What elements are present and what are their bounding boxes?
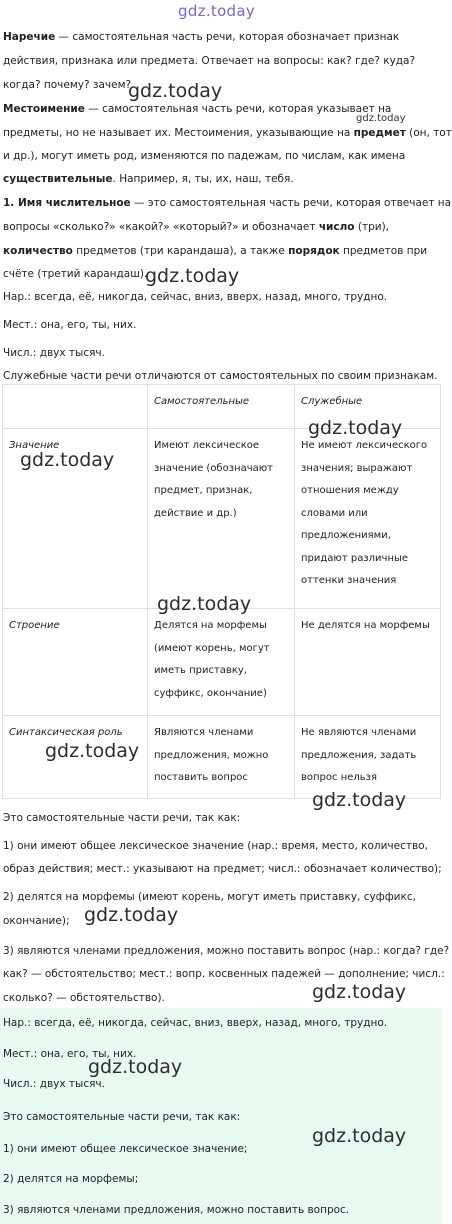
numeral-examples: Числ.: двух тысяч.	[3, 347, 105, 359]
answer-point-3: 3) являются членами предложения, можно поставить вопрос.	[3, 1204, 350, 1216]
conclusion-point-3-line-1: 3) являются членами предложения, можно поставить вопрос (нар.: когда? где?	[3, 945, 450, 957]
numeral-definition-line-4: счёте (третий карандаш).	[3, 268, 148, 280]
row-name-structure: Строение	[3, 609, 148, 716]
conclusion-point-2-line-1: 2) делятся на морфемы (имеют корень, могут иметь приставку, суффикс,	[3, 891, 416, 903]
comparison-intro: Служебные части речи отличаются от самостоятельных по своим признакам.	[3, 370, 438, 382]
pronoun-definition-line-1: Местоимение — самостоятельная часть речи, которая указывает на	[3, 103, 392, 115]
watermark: gdz.today	[88, 1056, 183, 1078]
adverb-term: Наречие	[3, 31, 56, 43]
conclusion-point-3-line-3: сколько? — обстоятельство).	[3, 992, 165, 1004]
conclusion-point-1-line-1: 1) они имеют общее лексическое значение (нар.: время, место, количество,	[3, 840, 428, 852]
cell-meaning-functional: Не имеют лексического значения; выражают отношения между словами или предложениями, придают различные оттенки значения	[295, 429, 441, 609]
table-header-independent: Самостоятельные	[148, 385, 295, 429]
watermark: gdz.today	[308, 417, 403, 439]
watermark: gdz.today	[157, 593, 252, 615]
site-logo: gdz.today	[178, 2, 256, 20]
cell-meaning-independent: Имеют лексическое значение (обозначают предмет, признак, действие и др.)	[148, 429, 295, 609]
numeral-definition-line-2: вопросы «сколько?» «какой?» «который?» и обозначает число (три),	[3, 221, 390, 233]
numeral-definition-line-3: количество предметов (три карандаша), а также порядок предметов при	[3, 245, 428, 257]
row-name-syntax: Синтаксическая роль	[3, 716, 148, 799]
adverb-examples: Нар.: всегда, её, никогда, сейчас, вниз, вверх, назад, много, трудно.	[3, 291, 388, 303]
watermark: gdz.today	[20, 449, 115, 471]
table-header-functional: Служебные	[295, 385, 441, 429]
conclusion-intro: Это самостоятельные части речи, так как:	[3, 812, 241, 824]
watermark: gdz.today	[312, 1125, 407, 1147]
answer-point-2: 2) делятся на морфемы;	[3, 1173, 139, 1185]
pronoun-definition-line-2: предметы, но не называет их. Местоимения, указывающие на предмет (он, тот	[3, 127, 452, 139]
numeral-definition-line-1: 1. Имя числительное — это самостоятельная часть речи, которая отвечает на	[3, 197, 452, 209]
conclusion-point-3-line-2: как? — обстоятельство; мест.: вопр. косвенных падежей — дополнение; числ.:	[3, 968, 445, 980]
adverb-definition-line-3: когда? почему? зачем?	[3, 79, 132, 91]
numeral-term: 1. Имя числительное	[3, 197, 131, 209]
answer-numeral-examples: Числ.: двух тысяч.	[3, 1078, 105, 1090]
pronoun-definition-line-3: и др.), могут иметь род, изменяются по падежам, по числам, как имена	[3, 150, 406, 162]
pronoun-term: Местоимение	[3, 103, 85, 115]
watermark: gdz.today	[312, 981, 407, 1003]
answer-intro: Это самостоятельные части речи, так как:	[3, 1111, 241, 1123]
table-header-empty	[3, 385, 148, 429]
pronoun-definition-line-4: существительные. Например, я, ты, их, наш, тебя.	[3, 173, 294, 185]
watermark: gdz.today	[312, 789, 407, 811]
cell-structure-independent: Делятся на морфемы (имеют корень, могут иметь приставку, суффикс, окончание)	[148, 609, 295, 716]
comparison-table	[2, 384, 441, 799]
conclusion-point-1-line-2: образ действия; мест.: указывают на предмет; числ.: обозначает количество);	[3, 863, 442, 875]
adverb-definition-line-2: действия, признака или предмета. Отвечает на вопросы: как? где? куда?	[3, 55, 416, 67]
watermark: gdz.today	[84, 904, 179, 926]
answer-point-1: 1) они имеют общее лексическое значение;	[3, 1143, 248, 1155]
cell-structure-functional: Не делятся на морфемы	[295, 609, 441, 716]
watermark: gdz.today	[145, 265, 240, 287]
cell-syntax-independent: Являются членами предложения, можно поставить вопрос	[148, 716, 295, 799]
pronoun-examples: Мест.: она, его, ты, них.	[3, 319, 137, 331]
watermark: gdz.today	[45, 740, 140, 762]
conclusion-point-2-line-2: окончание);	[3, 915, 70, 927]
row-name-meaning: Значение	[3, 429, 148, 609]
watermark-small: gdz.today	[356, 113, 406, 124]
answer-adverb-examples: Нар.: всегда, её, никогда, сейчас, вниз, вверх, назад, много, трудно.	[3, 1017, 388, 1029]
cell-syntax-functional: Не являются членами предложения, задать вопрос нельзя	[295, 716, 441, 799]
table-row	[3, 609, 441, 716]
watermark: gdz.today	[128, 80, 223, 102]
adverb-definition-line-1: Наречие — самостоятельная часть речи, которая обозначает признак	[3, 31, 400, 43]
answer-pronoun-examples: Мест.: она, его, ты, них.	[3, 1048, 137, 1060]
